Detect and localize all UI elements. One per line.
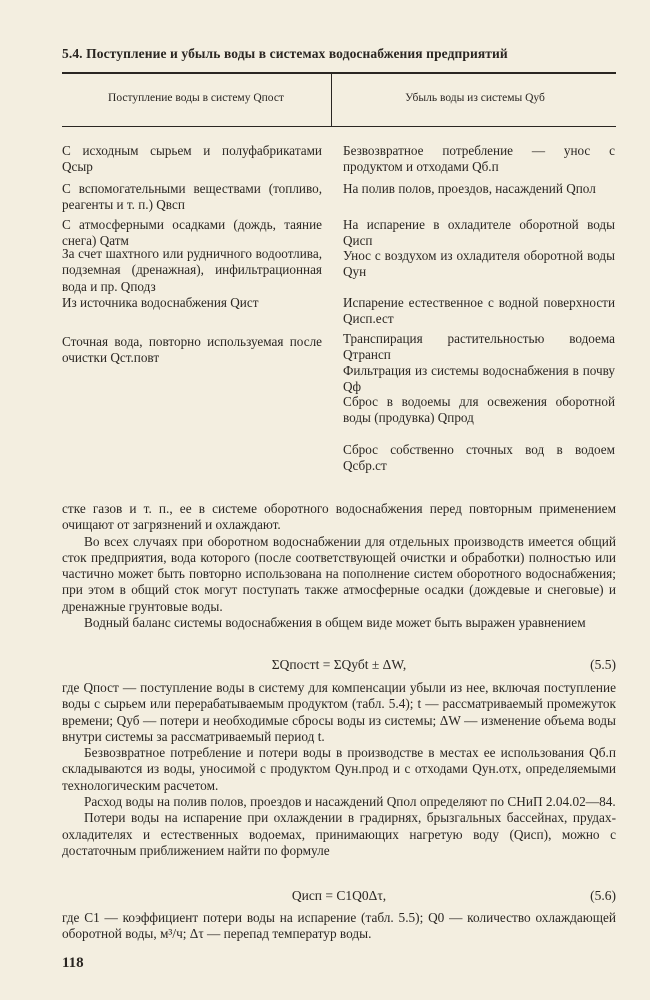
table-header-rule	[62, 126, 616, 127]
equation-number: (5.5)	[590, 657, 616, 672]
table-cell-inflow: Из источника водоснабжения Qист	[62, 295, 259, 310]
table-cell-outflow: Испарение естественное с водной поверхности Qисп.ест	[343, 295, 615, 327]
table-cell-outflow: Сброс собственно сточных вод в водоем Qсбр.ст	[343, 442, 615, 474]
paragraph: стке газов и т. п., ее в системе оборотного водоснабжения перед повторным применением очищают от загрязнений и охлаждают.	[62, 501, 616, 533]
table-cell-outflow: На испарение в охладителе оборотной воды Qисп	[343, 217, 615, 249]
paragraph: где Qпост — поступление воды в систему для компенсации убыли из нее, включая поступление воды с сырьем или перерабатываемым продуктом (табл. 5.4); t — рассматриваемый промежуток времени; Qуб — потери и необходимые сбросы воды из системы; ΔW — изменение объема воды внутри системы за рассматриваемый период t.	[62, 680, 616, 744]
body-text-block-3	[62, 910, 616, 943]
table-cell-outflow: Сброс в водоемы для освежения оборотной воды (продувка) Qпрод	[343, 394, 615, 426]
equation-expression: Qисп = C1Q0Δτ,	[291, 888, 387, 903]
equation-5-6	[62, 888, 616, 906]
table-cell-inflow: С исходным сырьем и полуфабрикатами Qсыр	[62, 143, 322, 175]
table-top-rule	[62, 72, 616, 74]
table-cell-inflow: С атмосферными осадками (дождь, таяние снега) Qатм	[62, 217, 322, 249]
table-cell-outflow: Унос с воздухом из охладителя оборотной воды Qун	[343, 248, 615, 280]
paragraph: Водный баланс системы водоснабжения в общем виде может быть выражен уравнением	[84, 615, 586, 631]
table-cell-outflow: Транспирация растительностью водоема Qтрансп	[343, 331, 615, 363]
table-header-divider	[331, 73, 332, 126]
table-header-outflow: Убыль воды из системы Qуб	[405, 92, 545, 104]
paragraph: Потери воды на испарение при охлаждении в градирнях, брызгальных бассейнах, прудах-охладителях и естественных водоемах, принимающих нагретую воду (Qисп), можно с достаточным приближением найти по формуле	[62, 810, 616, 858]
table-header-inflow: Поступление воды в систему Qпост	[108, 92, 284, 104]
paragraph: Во всех случаях при оборотном водоснабжении для отдельных производств имеется общий сток предприятия, вода которого (после соответствующей очистки и обработки) полностью или частично может быть повторно использована на пополнение систем оборотного водоснабжения; при этом в общий сток могут поступать также атмосферные осадки (дождевые и снеговые) и дренажные грунтовые воды.	[62, 533, 616, 614]
body-text-block-2	[62, 680, 616, 859]
table-cell-outflow: На полив полов, проездов, насаждений Qпол	[343, 181, 596, 196]
table-cell-outflow: Фильтрация из системы водоснабжения в почву Qф	[343, 363, 615, 395]
paragraph: Расход воды на полив полов, проездов и насаждений Qпол определяют по СНиП 2.04.02—84.	[84, 794, 616, 810]
table-cell-inflow: За счет шахтного или рудничного водоотлива, подземная (дренажная), инфильтрационная вода и пр. Qподз	[62, 246, 322, 294]
equation-expression: ΣQпостt = ΣQубt ± ΔW,	[271, 657, 407, 672]
paragraph: Безвозвратное потребление и потери воды в производстве в местах ее использования Qб.п складываются из воды, уносимой с продуктом Qун.прод и с отходами Qун.отх, определяемыми технологическим расчетом.	[62, 745, 616, 793]
table-cell-inflow: С вспомогательными веществами (топливо, реагенты и т. п.) Qвсп	[62, 181, 322, 213]
equation-number: (5.6)	[590, 888, 616, 903]
body-text-block-1	[62, 501, 616, 631]
table-title: 5.4. Поступление и убыль воды в системах водоснабжения предприятий	[62, 46, 508, 61]
table-cell-inflow: Сточная вода, повторно используемая после очистки Qст.повт	[62, 334, 322, 366]
page-number: 118	[62, 955, 84, 971]
equation-5-5	[62, 657, 616, 675]
paragraph: где C1 — коэффициент потери воды на испарение (табл. 5.5); Q0 — количество охлаждающей оборотной воды, м³/ч; Δτ — перепад температур воды.	[62, 910, 616, 942]
table-cell-outflow: Безвозвратное потребление — унос с продуктом и отходами Qб.п	[343, 143, 615, 175]
